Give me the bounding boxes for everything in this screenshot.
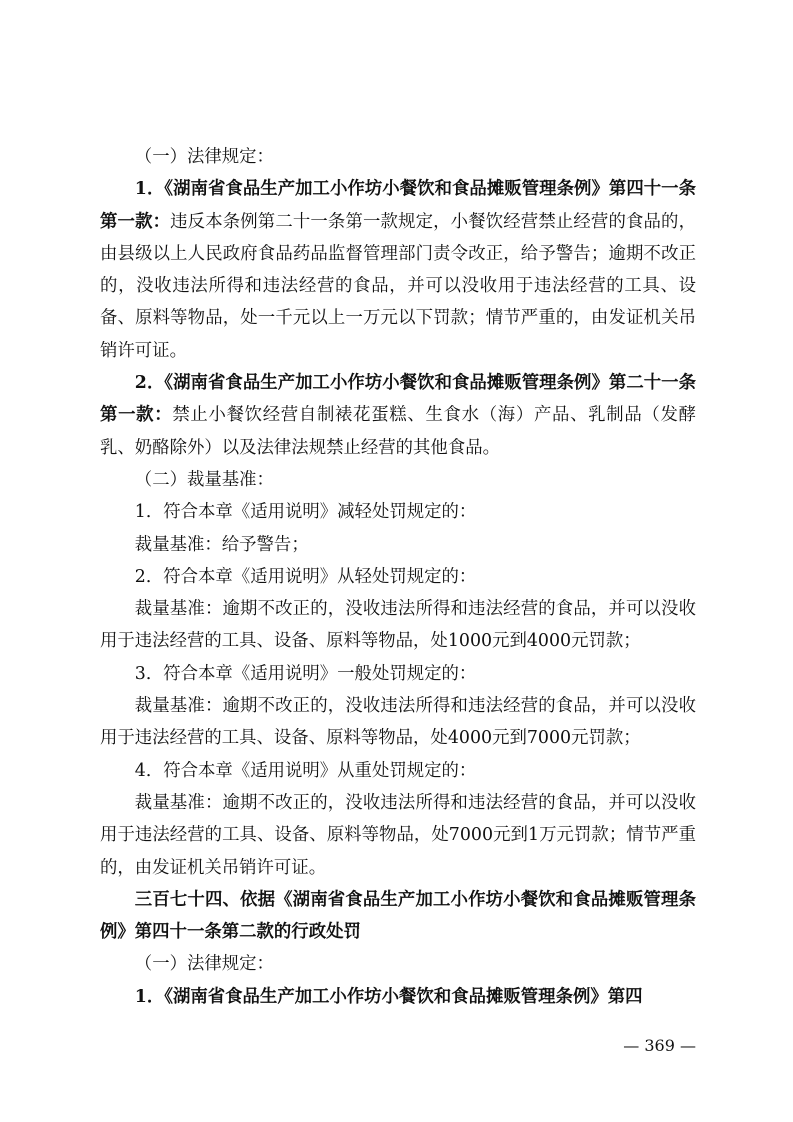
paragraph-text: 禁止小餐饮经营自制裱花蛋糕、生食水（海）产品、乳制品（发酵乳、奶酪除外）以及法律法规禁止经营的其他食品。 bbox=[100, 405, 696, 458]
paragraph-text: 违反本条例第二十一条第一款规定，小餐饮经营禁止经营的食品的，由县级以上人民政府食品药品监督管理部门责令改正，给予警告；逾期不改正的，没收违法所得和违法经营的食品，并可以没收用于违法经营的工具、设备、原料等物品，处一千元以上一万元以下罚款；情节严重的，由发证机关吊销许可证。 bbox=[100, 211, 696, 361]
paragraph-text: 裁量基准：逾期不改正的，没收违法所得和违法经营的食品，并可以没收用于违法经营的工具、设备、原料等物品，处1000元到4000元罚款； bbox=[100, 599, 696, 652]
paragraph-legal-provisions-heading-2 bbox=[100, 948, 696, 980]
paragraph-general-standard bbox=[100, 690, 696, 755]
paragraph-text: 1．符合本章《适用说明》减轻处罚规定的： bbox=[134, 502, 477, 523]
paragraph-text: 3．符合本章《适用说明》一般处罚规定的： bbox=[134, 663, 477, 684]
paragraph-text: 裁量基准：逾期不改正的，没收违法所得和违法经营的食品，并可以没收用于违法经营的工具、设备、原料等物品，处4000元到7000元罚款； bbox=[100, 696, 696, 749]
paragraph-text: （一）法律规定： bbox=[134, 147, 274, 167]
paragraph-general-rule bbox=[100, 658, 696, 690]
page-number: — 369 — bbox=[623, 1036, 696, 1055]
paragraph-lighter-rule bbox=[100, 561, 696, 593]
paragraph-article-41-1 bbox=[100, 173, 696, 367]
paragraph-text: 裁量基准：逾期不改正的，没收违法所得和违法经营的食品，并可以没收用于违法经营的工具、设备、原料等物品，处7000元到1万元罚款；情节严重的，由发证机关吊销许可证。 bbox=[100, 792, 696, 878]
paragraph-text: 裁量基准：给予警告； bbox=[134, 534, 309, 555]
paragraph-heavier-rule bbox=[100, 755, 696, 787]
paragraph-text: 2．符合本章《适用说明》从轻处罚规定的： bbox=[134, 566, 477, 587]
paragraph-mitigated-standard bbox=[100, 529, 696, 561]
article-citation: 1．《湖南省食品生产加工小作坊小餐饮和食品摊贩管理条例》第四十一条第一款： bbox=[100, 179, 696, 232]
section-heading: 三百七十四、依据《湖南省食品生产加工小作坊小餐饮和食品摊贩管理条例》第四十一条第二款的行政处罚 bbox=[100, 889, 696, 943]
paragraph-text: （一）法律规定： bbox=[134, 954, 274, 975]
paragraph-mitigated-rule bbox=[100, 496, 696, 528]
paragraph-text: （二）裁量基准： bbox=[134, 469, 274, 490]
paragraph-text: 4．符合本章《适用说明》从重处罚规定的： bbox=[134, 760, 477, 781]
paragraph-article-21-1 bbox=[100, 367, 696, 464]
paragraph-article-41-partial bbox=[100, 981, 696, 1013]
article-citation: 2．《湖南省食品生产加工小作坊小餐饮和食品摊贩管理条例》第二十一条第一款： bbox=[100, 373, 696, 426]
paragraph-heavier-standard bbox=[100, 787, 696, 884]
document-body bbox=[100, 141, 696, 1013]
paragraph-lighter-standard bbox=[100, 593, 696, 658]
paragraph-discretion-heading bbox=[100, 464, 696, 496]
article-citation: 1．《湖南省食品生产加工小作坊小餐饮和食品摊贩管理条例》第四 bbox=[134, 986, 643, 1007]
paragraph-legal-provisions-heading bbox=[100, 141, 696, 173]
